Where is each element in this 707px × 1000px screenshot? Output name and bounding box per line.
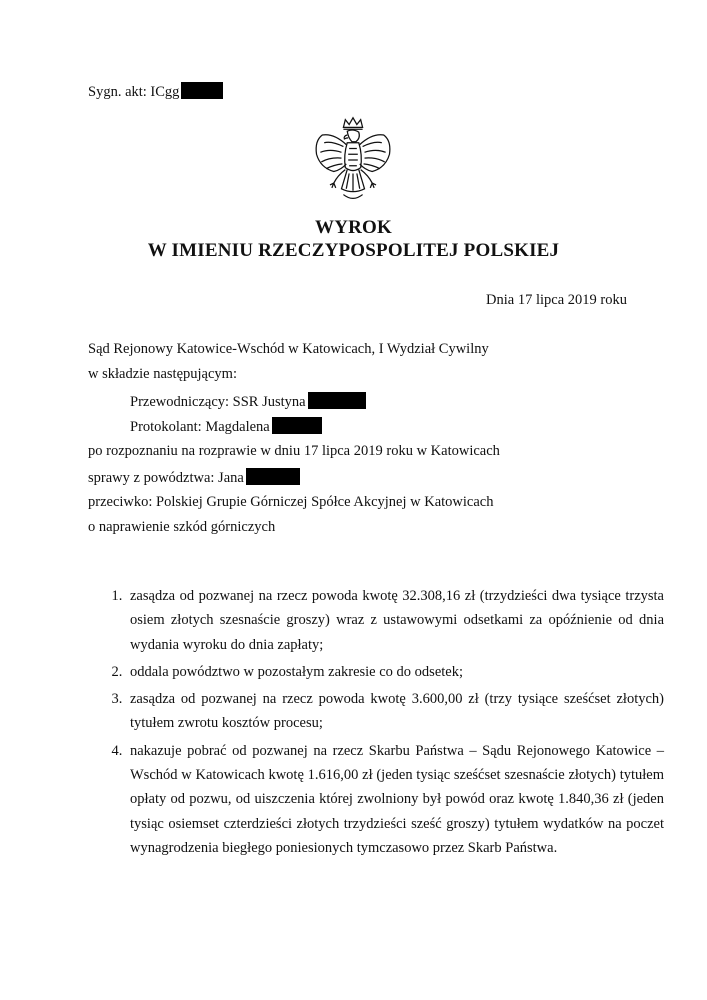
judgment-subtitle: W IMIENIU RZECZYPOSPOLITEJ POLSKIEJ: [147, 240, 560, 261]
plaintiff-label: sprawy z powództwa: Jana: [88, 470, 244, 486]
court-composition-label: w składzie następującym:: [88, 366, 237, 382]
court-clerk-label: Protokolant: Magdalena: [130, 419, 270, 435]
plaintiff: [88, 468, 300, 487]
presiding-judge-label: Przewodniczący: SSR Justyna: [130, 394, 306, 410]
hearing-info: po rozpoznaniu na rozprawie w dniu 17 lipca 2019 roku w Katowicach: [88, 443, 500, 459]
presiding-judge: [130, 392, 366, 411]
decision-item: 3. zasądza od pozwanej na rzecz powoda kwotę 3.600,00 zł (trzy tysiące sześćset złotych) tytułem zwrotu kosztów procesu;: [126, 687, 664, 736]
decision-list: [88, 584, 664, 863]
judgment-title: WYROK: [315, 217, 392, 238]
case-signature-label: Sygn. akt: ICgg: [88, 84, 180, 100]
court-name: Sąd Rejonowy Katowice-Wschód w Katowicach, I Wydział Cywilny: [88, 341, 489, 357]
case-signature: [88, 82, 223, 101]
decision-item: 2. oddala powództwo w pozostałym zakresie co do odsetek;: [126, 660, 664, 684]
redaction-bar: [308, 392, 366, 409]
polish-eagle-emblem: [305, 110, 401, 210]
case-subject: o naprawienie szkód górniczych: [88, 519, 276, 535]
redaction-bar: [272, 417, 322, 434]
defendant: przeciwko: Polskiej Grupie Górniczej Spółce Akcyjnej w Katowicach: [88, 494, 494, 510]
court-clerk: [130, 417, 322, 436]
decision-item: 4. nakazuje pobrać od pozwanej na rzecz Skarbu Państwa – Sądu Rejonowego Katowice – Wschód w Katowicach kwotę 1.616,00 zł (jeden tysiąc sześćset szesnaście złotych) tytułem opłaty od pozwu, od uiszczenia której zwolniony był powód oraz kwotę 1.840,36 zł (jeden tysiąc osiemset czterdzieści złotych trzydzieści sześć groszy) tytułem wydatków na poczet wynagrodzenia biegłego poniesionych tymczasowo przez Skarb Państwa.: [126, 739, 664, 860]
decision-item: 1. zasądza od pozwanej na rzecz powoda kwotę 32.308,16 zł (trzydzieści dwa tysiące trzysta osiem złotych szesnaście groszy) wraz z ustawowymi odsetkami za opóźnienie od dnia wydania wyroku do dnia zapłaty;: [126, 584, 664, 657]
redaction-bar: [181, 82, 223, 99]
judgment-date: Dnia 17 lipca 2019 roku: [486, 292, 627, 308]
redaction-bar: [246, 468, 300, 485]
